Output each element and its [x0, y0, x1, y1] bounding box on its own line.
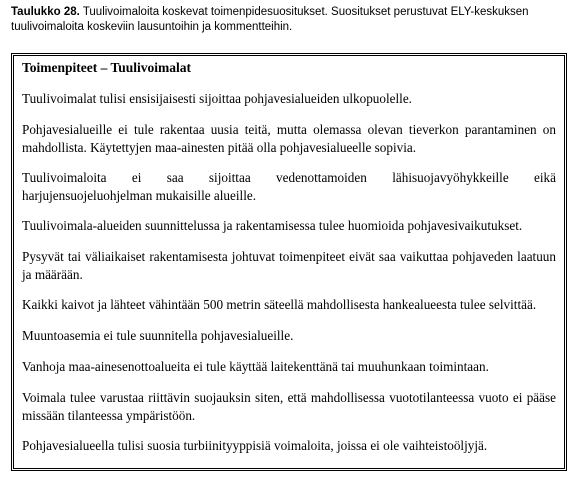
caption-text: Tuulivoimaloita koskevat toimenpidesuositukset. Suositukset perustuvat ELY-keskuksen tuulivoimaloita koskeviin lausuntoihin ja kommentteihin.	[11, 6, 529, 33]
paragraph-2: Pohjavesialueille ei tule rakentaa uusia teitä, mutta olemassa olevan tieverkon parantaminen on mahdollista. Käytettyjen maa-ainesten pitää olla pohjavesialueelle sopivia.	[22, 122, 556, 155]
paragraph-4: Tuulivoimala-alueiden suunnittelussa ja rakentamisessa tulee huomioida pohjavesivaikutukset.	[22, 218, 523, 233]
paragraph-5: Pysyvät tai väliaikaiset rakentamisesta johtuvat toimenpiteet eivät saa vaikuttaa pohjaveden laatuun ja määrään.	[22, 249, 556, 282]
paragraph-7: Muuntoasemia ei tule suunnitella pohjavesialueille.	[22, 328, 294, 343]
table-cell	[13, 55, 565, 469]
paragraph-3: Tuulivoimaloita ei saa sijoittaa vedenottamoiden lähisuojavyöhykkeille eikä harjujensuojeluohjelman mukaisille alueille.	[22, 170, 556, 203]
recommendations-table	[11, 53, 567, 471]
caption-label: Taulukko 28.	[11, 6, 80, 18]
paragraph-6: Kaikki kaivot ja lähteet vähintään 500 metrin säteellä mahdollisesta hankealueesta tulee selvittää.	[22, 297, 537, 312]
table-caption	[11, 5, 571, 35]
paragraph-10: Pohjavesialueella tulisi suosia turbiinityyppisiä voimaloita, joissa ei ole vaihteistoöljyjä.	[22, 438, 488, 453]
paragraph-1: Tuulivoimalat tulisi ensisijaisesti sijoittaa pohjavesialueiden ulkopuolelle.	[22, 91, 412, 106]
paragraph-9: Voimala tulee varustaa riittävin suojauksin siten, että mahdollisessa vuototilanteessa vuoto ei pääse missään tilanteessa ympäristöön.	[22, 390, 556, 423]
table-heading: Toimenpiteet – Tuulivoimalat	[22, 60, 192, 75]
paragraph-8: Vanhoja maa-ainesenottoalueita ei tule käyttää laitekenttänä tai muuhunkaan toimintaan.	[22, 359, 489, 374]
